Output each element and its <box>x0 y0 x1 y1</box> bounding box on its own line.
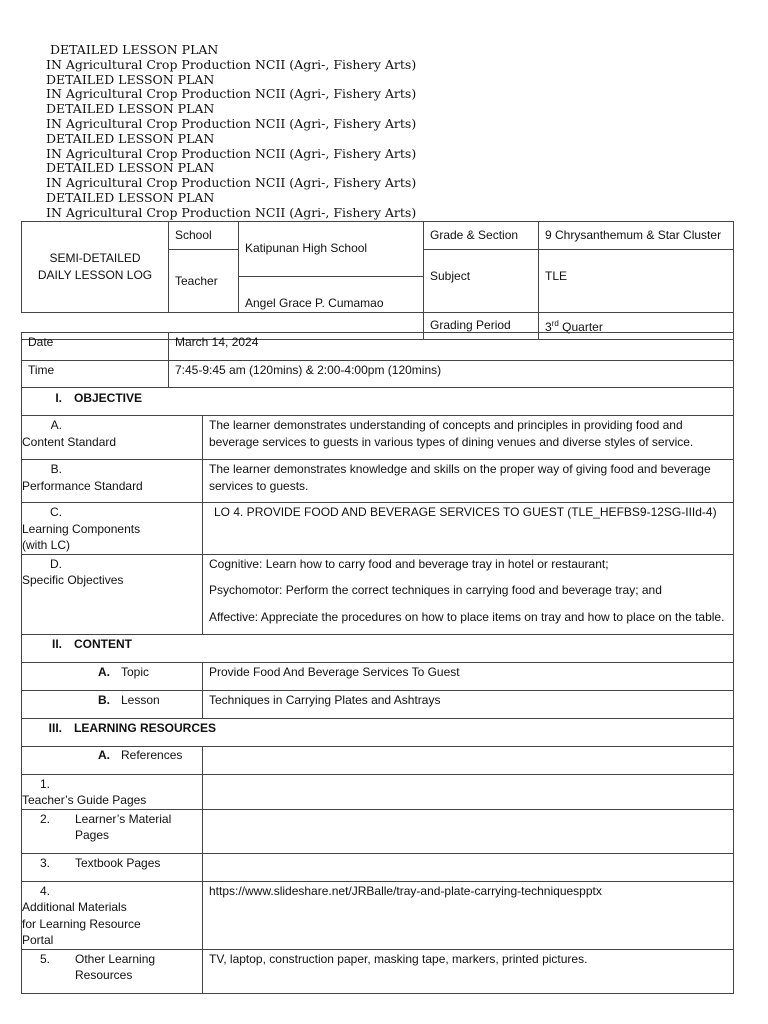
affective-objective: Affective: Appreciate the procedures on how to place items on tray and how to place on the table. <box>209 609 725 624</box>
header-line: IN Agricultural Crop Production NCII (Agri-, Fishery Arts) <box>46 115 417 131</box>
header-line: IN Agricultural Crop Production NCII (Agri-, Fishery Arts) <box>46 56 417 72</box>
psychomotor-objective: Psychomotor: Perform the correct techniques in carrying food and beverage tray; and <box>209 583 662 597</box>
content-standard-label: A.Content Standard <box>22 416 203 460</box>
specific-objectives-value <box>203 554 734 634</box>
performance-standard-label: B.Performance Standard <box>22 460 203 503</box>
other-resources-value: TV, laptop, construction paper, masking tape, markers, printed pictures. <box>203 949 734 993</box>
cognitive-objective: Cognitive: Learn how to carry food and beverage tray in hotel or restaurant; <box>209 556 609 571</box>
header-line: DETAILED LESSON PLAN <box>46 101 215 117</box>
date-value: March 14, 2024 <box>169 333 734 361</box>
learners-material-label: 2. Learner’s Material Pages <box>22 809 203 853</box>
performance-standard-value: The learner demonstrates knowledge and skills on the proper way of giving food and beverage services to guests. <box>203 460 734 503</box>
school-label: School <box>169 222 239 250</box>
teachers-guide-label: 1.Teacher’s Guide Pages <box>22 774 203 809</box>
grade-value: 9 Chrysanthemum & Star Cluster <box>539 222 734 250</box>
header-line: IN Agricultural Crop Production NCII (Agri-, Fishery Arts) <box>46 204 417 220</box>
header-line: DETAILED LESSON PLAN <box>46 189 215 205</box>
log-title: SEMI-DETAILED DAILY LESSON LOG <box>22 222 169 313</box>
period-label: Grading Period <box>424 312 539 339</box>
header-line: IN Agricultural Crop Production NCII (Agri-, Fishery Arts) <box>46 86 417 102</box>
lesson-info-table <box>21 221 734 340</box>
header-line: DETAILED LESSON PLAN <box>46 71 215 87</box>
subject-label: Subject <box>424 250 539 313</box>
period-value: 3rd Quarter <box>539 312 734 339</box>
time-value: 7:45-9:45 am (120mins) & 2:00-4:00pm (120mins) <box>169 361 734 388</box>
teacher-value: Angel Grace P. Cumamao <box>239 277 424 313</box>
header-line: IN Agricultural Crop Production NCII (Agri-, Fishery Arts) <box>46 145 417 161</box>
teacher-label: Teacher <box>169 250 239 313</box>
header-line: DETAILED LESSON PLAN <box>46 160 215 176</box>
other-resources-label: 5. Other Learning Resources <box>22 949 203 993</box>
section-objective-heading: I. OBJECTIVE <box>22 388 734 416</box>
lesson-plan-table <box>21 332 734 994</box>
school-value: Katipunan High School <box>239 222 424 277</box>
content-standard-value: The learner demonstrates understanding of concepts and principles in providing food and beverage services to guests in various types of dining venues and diverse styles of service. <box>203 416 734 460</box>
textbook-pages-value <box>203 853 734 881</box>
date-label: Date <box>22 333 169 361</box>
teachers-guide-value <box>203 774 734 809</box>
specific-objectives-label: D.Specific Objectives <box>22 554 203 634</box>
additional-materials-value[interactable]: https://www.slideshare.net/JRBalle/tray-and-plate-carrying-techniquespptx <box>203 881 734 949</box>
topic-label: A. Topic <box>22 662 203 690</box>
topic-value: Provide Food And Beverage Services To Guest <box>203 662 734 690</box>
learners-material-value <box>203 809 734 853</box>
subject-value: TLE <box>539 250 734 313</box>
document-header <box>46 43 416 221</box>
textbook-pages-label: 3. Textbook Pages <box>22 853 203 881</box>
section-resources-heading: III. LEARNING RESOURCES <box>22 718 734 746</box>
grade-label: Grade & Section <box>424 222 539 250</box>
section-content-heading: II. CONTENT <box>22 634 734 662</box>
header-line: DETAILED LESSON PLAN <box>50 42 219 57</box>
learning-components-value: LO 4. PROVIDE FOOD AND BEVERAGE SERVICES TO GUEST (TLE_HEFBS9-12SG-IIId-4) <box>203 503 734 555</box>
learning-components-label: C.Learning Components (with LC) <box>22 503 203 555</box>
header-line: DETAILED LESSON PLAN <box>46 130 215 146</box>
references-value <box>203 746 734 774</box>
time-label: Time <box>22 361 169 388</box>
additional-materials-label: 4.Additional Materials for Learning Resource Portal <box>22 881 203 949</box>
references-label: A. References <box>22 746 203 774</box>
lesson-label: B. Lesson <box>22 690 203 718</box>
header-line: IN Agricultural Crop Production NCII (Agri-, Fishery Arts) <box>46 175 417 191</box>
lesson-value: Techniques in Carrying Plates and Ashtrays <box>203 690 734 718</box>
